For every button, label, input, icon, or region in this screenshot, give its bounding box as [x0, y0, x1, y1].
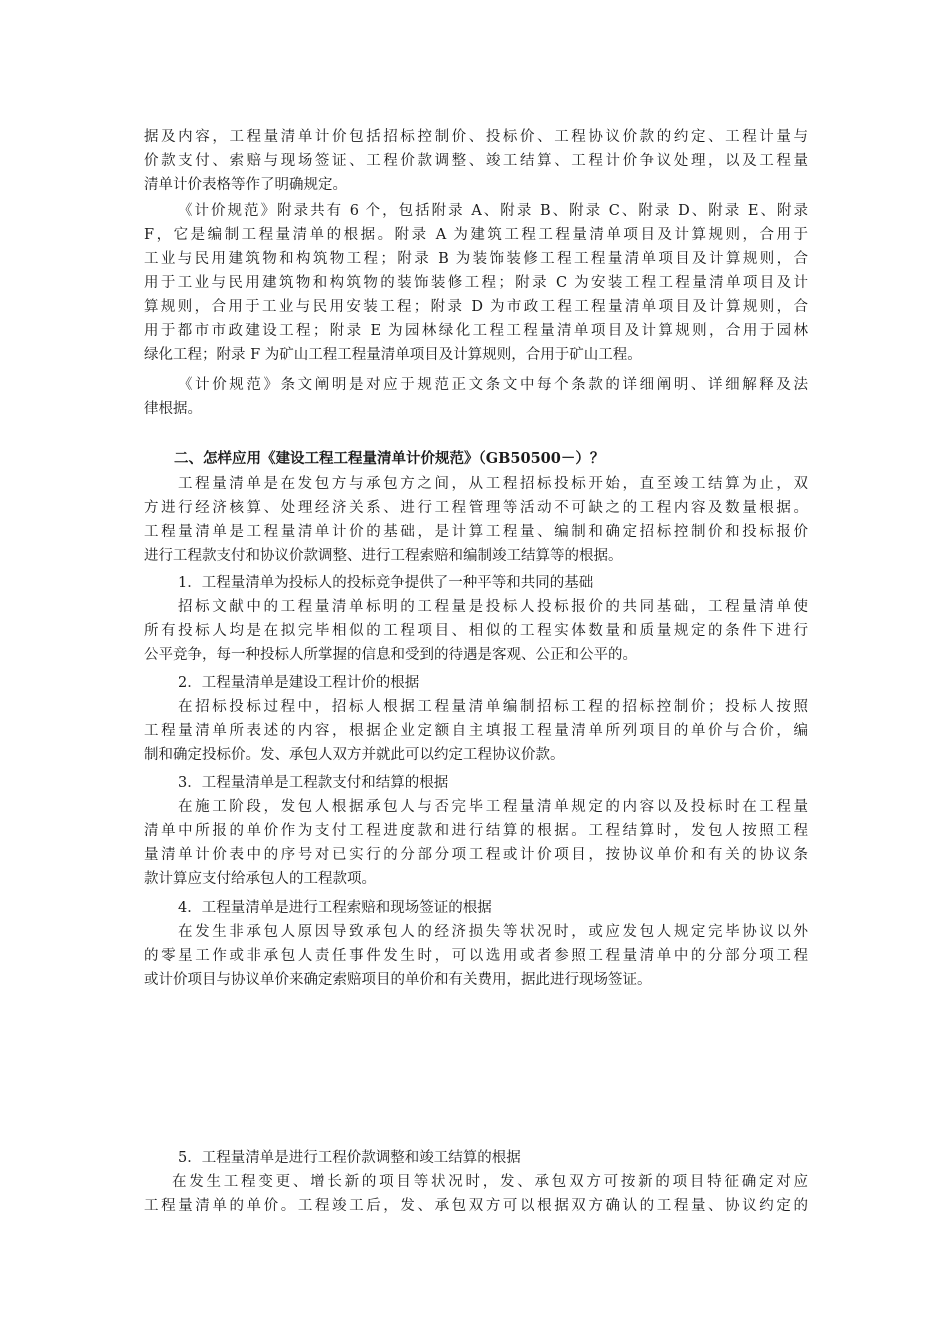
text-line: 款计算应支付给承包人的工程款项。 — [144, 871, 376, 887]
text-line: 用于都市市政建设工程；附录 E 为园林绿化工程工程量清单项目及计算规则，合用于园林 — [144, 323, 808, 339]
text-line: 《计价规范》条文阐明是对应于规范正文条文中每个条款的详细阐明、详细解释及法 — [178, 377, 808, 393]
section-title: 二、怎样应用《建设工程工程量清单计价规范》（GB50500－）？ — [174, 450, 605, 467]
paragraph-intro — [144, 472, 808, 568]
section-heading — [144, 447, 808, 471]
subsection-1 — [144, 571, 808, 667]
text-line: 进行工程款支付和协议价款调整、进行工程索赔和编制竣工结算等的根据。 — [144, 548, 623, 564]
text-line: 方进行经济核算、处理经济关系、进行工程管理等活动不可缺之的工程内容及数量根据。 — [144, 500, 808, 516]
subsection-title: 1．工程量清单为投标人的投标竞争提供了一种平等和共同的基础 — [178, 575, 594, 591]
subsection-2 — [144, 671, 808, 767]
text-line: 工程量清单是在发包方与承包方之间，从工程招标投标开始，直至竣工结算为止，双 — [178, 476, 808, 492]
text-line: 所有投标人均是在拟完毕相似的工程项目、相似的工程实体数量和质量规定的条件下进行 — [144, 623, 808, 639]
text-line: 清单中所报的单价作为支付工程进度款和进行结算的根据。工程结算时，发包人按照工程 — [144, 823, 808, 839]
text-line: 量清单计价表中的序号对已实行的分部分项工程或计价项目，按协议单价和有关的协议条 — [144, 847, 808, 863]
text-line: 在发生工程变更、增长新的项目等状况时，发、承包双方可按新的项目特征确定对应 — [172, 1174, 808, 1190]
text-line: 在施工阶段，发包人根据承包人与否完毕工程量清单规定的内容以及投标时在工程量 — [178, 799, 808, 815]
text-line: 绿化工程；附录 F 为矿山工程工程量清单项目及计算规则，合用于矿山工程。 — [144, 347, 642, 363]
text-line: 《计价规范》附录共有 6 个，包括附录 A、附录 B、附录 C、附录 D、附录 E、附录 — [178, 203, 808, 219]
text-line: 在发生非承包人原因导致承包人的经济损失等状况时，或应发包人规定完毕协议以外 — [178, 924, 808, 940]
text-line: 工程量清单是工程量清单计价的基础，是计算工程量、编制和确定招标控制价和投标报价 — [144, 524, 808, 540]
text-line: 律根据。 — [144, 401, 202, 417]
text-line: 用于工业与民用建筑物和构筑物的装饰装修工程；附录 C 为安装工程工程量清单项目及计 — [144, 275, 808, 291]
text-line: 制和确定投标价。发、承包人双方并就此可以约定工程协议价款。 — [144, 747, 565, 763]
text-line: F，它是编制工程量清单的根据。附录 A 为建筑工程工程量清单项目及计算规则，合用于 — [144, 227, 808, 243]
subsection-3 — [144, 771, 808, 891]
subsection-title: 4．工程量清单是进行工程索赔和现场签证的根据 — [178, 900, 492, 916]
text-line: 据及内容，工程量清单计价包括招标控制价、投标价、工程协议价款的约定、工程计量与 — [144, 129, 808, 145]
subsection-title: 5．工程量清单是进行工程价款调整和竣工结算的根据 — [178, 1150, 521, 1166]
subsection-title: 3．工程量清单是工程款支付和结算的根据 — [178, 775, 449, 791]
subsection-4 — [144, 896, 808, 992]
text-line: 的零星工作或非承包人责任事件发生时，可以选用或者参照工程量清单中的分部分项工程 — [144, 948, 808, 964]
text-line: 招标文献中的工程量清单标明的工程量是投标人投标报价的共同基础，工程量清单使 — [178, 599, 808, 615]
paragraph-explanation — [144, 373, 808, 421]
text-line: 价款支付、索赔与现场签证、工程价款调整、竣工结算、工程计价争议处理，以及工程量 — [144, 153, 808, 169]
text-line: 算规则，合用于工业与民用安装工程；附录 D 为市政工程工程量清单项目及计算规则，合 — [144, 299, 808, 315]
text-line: 工程量清单所表述的内容，根据企业定额自主填报工程量清单所列项目的单价与合价，编 — [144, 723, 808, 739]
text-line: 在招标投标过程中，招标人根据工程量清单编制招标工程的招标控制价；投标人按照 — [178, 699, 808, 715]
text-line: 清单计价表格等作了明确规定。 — [144, 177, 347, 193]
text-line: 公平竞争，每一种投标人所掌握的信息和受到的待遇是客观、公正和公平的。 — [144, 647, 637, 663]
text-line: 工业与民用建筑物和构筑物工程；附录 B 为装饰装修工程工程量清单项目及计算规则，合 — [144, 251, 808, 267]
paragraph-scope — [144, 125, 808, 197]
text-line: 或计价项目与协议单价来确定索赔项目的单价和有关费用，据此进行现场签证。 — [144, 972, 652, 988]
paragraph-appendix — [144, 199, 808, 367]
subsection-5 — [144, 1146, 808, 1218]
subsection-title: 2．工程量清单是建设工程计价的根据 — [178, 675, 420, 691]
text-line: 工程量清单的单价。工程竣工后，发、承包双方可以根据双方确认的工程量、协议约定的 — [144, 1198, 808, 1214]
